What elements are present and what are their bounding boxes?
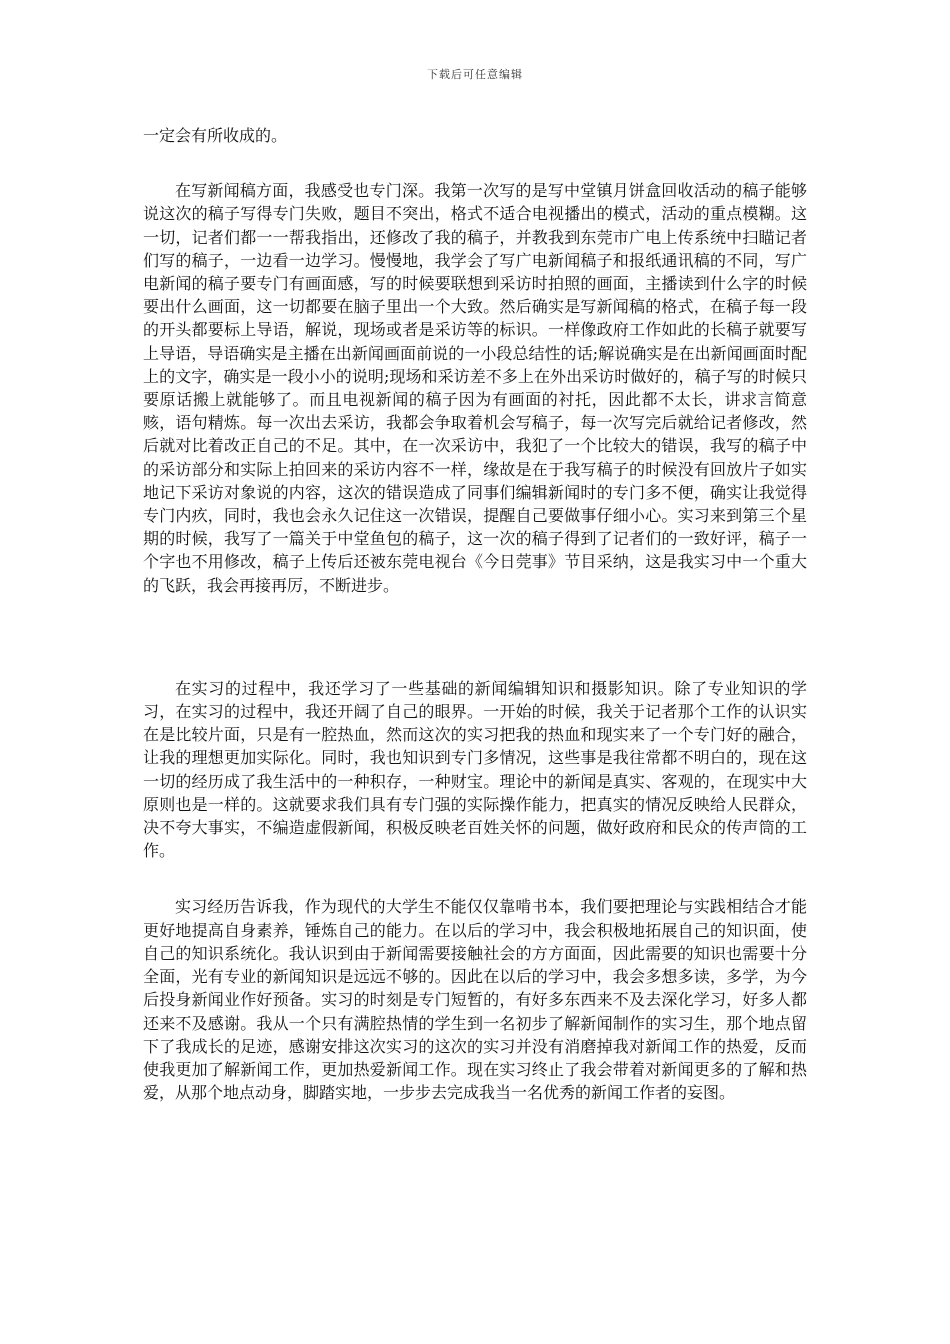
- paragraph-spacer: [143, 862, 807, 895]
- page-header-note: 下载后可任意编辑: [427, 68, 523, 81]
- document-body: [143, 124, 807, 1104]
- paragraph-spacer: [143, 147, 807, 179]
- paragraph-1: 一定会有所收成的。: [143, 126, 288, 145]
- paragraph-2: 在写新闻稿方面，我感受也专门深。我第一次写的是写中堂镇月饼盒回收活动的稿子能够说这次的稿子写得专门失败，题目不突出，格式不适合电视播出的模式，活动的重点模糊。这一切，记者们都一一帮我指出，还修改了我的稿子，并教我到东莞市广电上传系统中扫瞄记者们写的稿子，一边看一边学习。慢慢地，我学会了写广电新闻稿子和报纸通讯稿的不同，写广电新闻的稿子要专门有画面感，写的时候要联想到采访时拍照的画面，主播读到什么字的时候要出什么画面，这一切都要在脑子里出一个大致。然后确实是写新闻稿的格式，在稿子每一段的开头都要标上导语，解说，现场或者是采访等的标识。一样像政府工作如此的长稿子就要写上导语，导语确实是主播在出新闻画面前说的一小段总结性的话;解说确实是在出新闻画面时配上的文字，确实是一段小小的说明;现场和采访差不多上在外出采访时做好的，稿子写的时候只要原话搬上就能够了。而且电视新闻的稿子因为有画面的衬托，因此都不太长，讲求言简意赅，语句精炼。每一次出去采访，我都会争取着机会写稿子，每一次写完后就给记者修改，然后就对比着改正自己的不足。其中，在一次采访中，我犯了一个比较大的错误，我写的稿子中的采访部分和实际上拍回来的采访内容不一样，缘故是在于我写稿子的时候没有回放片子如实地记下采访对象说的内容，这次的错误造成了同事们编辑新闻时的专门多不便，确实让我觉得专门内疚，同时，我也会永久记住这一次错误，提醒自己要做事仔细小心。实习来到第三个星期的时候，我写了一篇关于中堂鱼包的稿子，这一次的稿子得到了记者们的一致好评，稿子一个字也不用修改，稿子上传后还被东莞电视台《今日莞事》节目采纳，这是我实习中一个重大的飞跃，我会再接再厉，不断进步。: [143, 181, 807, 595]
- paragraph-spacer: [143, 597, 807, 677]
- paragraph-3: 在实习的过程中，我还学习了一些基础的新闻编辑知识和摄影知识。除了专业知识的学习，在实习的过程中，我还开阔了自己的眼界。一开始的时候，我关于记者那个工作的认识实在是比较片面，只是有一腔热血，然而这次的实习把我的热血和现实来了一个专门好的融合，让我的理想更加实际化。同时，我也知识到专门多情况，这些事是我往常都不明白的，现在这一切的经历成了我生活中的一种积存，一种财宝。理论中的新闻是真实、客观的，在现实中大原则也是一样的。这就要求我们具有专门强的实际操作能力，把真实的情况反映给人民群众，决不夸大事实，不编造虚假新闻，积极反映老百姓关怀的问题，做好政府和民众的传声筒的工作。: [143, 678, 807, 861]
- paragraph-4: 实习经历告诉我，作为现代的大学生不能仅仅靠啃书本，我们要把理论与实践相结合才能更好地提高自身素养，锤炼自己的能力。在以后的学习中，我会积极地拓展自己的知识面，使自己的知识系统化。我认识到由于新闻需要接触社会的方方面面，因此需要的知识也需要十分全面，光有专业的新闻知识是远远不够的。因此在以后的学习中，我会多想多读，多学，为今后投身新闻业作好预备。实习的时刻是专门短暂的，有好多东西来不及去深化学习，好多人都还来不及感谢。我从一个只有满腔热情的学生到一名初步了解新闻制作的实习生，那个地点留下了我成长的足迹，感谢安排这次实习的这次的实习并没有消磨掉我对新闻工作的热爱，反而使我更加了解新闻工作，更加热爱新闻工作。现在实习终止了我会带着对新闻更多的了解和热爱，从那个地点动身，脚踏实地，一步步去完成我当一名优秀的新闻工作者的妄图。: [143, 897, 807, 1103]
